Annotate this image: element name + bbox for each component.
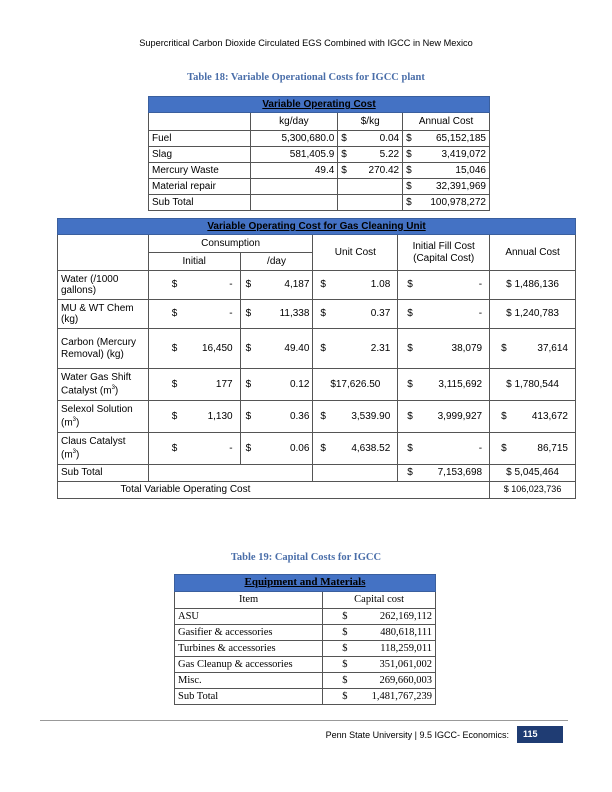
row-label: Turbines & accessories	[175, 641, 323, 657]
row-label: MU & WT Chem (kg)	[58, 300, 149, 329]
table-row	[175, 657, 436, 673]
header-per-day: /day	[240, 253, 313, 271]
cell: $ 49.40	[240, 329, 313, 369]
row-label: Carbon (Mercury Removal) (kg)	[58, 329, 149, 369]
cell: $ 1,486,136	[490, 271, 576, 300]
cell: 581,405.9	[250, 147, 338, 163]
header-item: Item	[175, 592, 323, 609]
cell	[148, 465, 313, 482]
row-label: Total Variable Operating Cost	[58, 482, 313, 499]
table-row	[149, 179, 490, 195]
row-label: Slag	[149, 147, 251, 163]
row-label: Water Gas Shift Catalyst $(m^3)$	[58, 369, 149, 401]
header-unit-cost: Unit Cost	[313, 235, 398, 271]
running-header: Supercritical Carbon Dioxide Circulated EGS Combined with IGCC in New Mexico	[139, 38, 473, 48]
total-row	[58, 482, 576, 499]
cell: $ -	[398, 433, 490, 465]
table-row	[175, 641, 436, 657]
cell: $ 177	[148, 369, 240, 401]
cell: $ 16,450	[148, 329, 240, 369]
cell: $17,626.50	[313, 369, 398, 401]
row-label: Material repair	[149, 179, 251, 195]
table-row	[58, 329, 576, 369]
cell: $ 5,045,464	[490, 465, 576, 482]
row-label: Sub Total	[149, 195, 251, 211]
cell: $ 3,999,927	[398, 401, 490, 433]
cell: $ 4,638.52	[313, 433, 398, 465]
row-label: Sub Total	[175, 689, 323, 705]
cell: 5,300,680.0	[250, 131, 338, 147]
row-label: ASU	[175, 609, 323, 625]
cell: $ 0.12	[240, 369, 313, 401]
header-cell: kg/day	[250, 113, 338, 131]
gas-cleaning-unit-table	[57, 218, 576, 499]
header-annual-cost: Annual Cost	[490, 235, 576, 271]
cell: $ -	[398, 300, 490, 329]
cell: $ 32,391,969	[403, 179, 490, 195]
table-row	[175, 689, 436, 705]
table-row	[58, 433, 576, 465]
table-band: Equipment and Materials	[175, 575, 436, 592]
header-fill-cost: Initial Fill Cost (Capital Cost)	[398, 235, 490, 271]
cell: $ 38,079	[398, 329, 490, 369]
header-cell: $/kg	[338, 113, 403, 131]
table-row	[149, 195, 490, 211]
cell: $ 351,061,002	[323, 657, 436, 673]
cell: $ 3,539.90	[313, 401, 398, 433]
row-label: Mercury Waste	[149, 163, 251, 179]
table-row	[175, 609, 436, 625]
cell	[250, 179, 338, 195]
cell: $ -	[398, 271, 490, 300]
total-value: $ 106,023,736	[490, 482, 576, 499]
page-footer	[326, 726, 563, 743]
header-capital-cost: Capital cost	[323, 592, 436, 609]
cell: $ -	[148, 271, 240, 300]
variable-operating-cost-table	[148, 96, 490, 211]
table-row	[58, 300, 576, 329]
header-consumption: Consumption	[148, 235, 313, 253]
row-label: Misc.	[175, 673, 323, 689]
cell: $ 86,715	[490, 433, 576, 465]
cell: $ 65,152,185	[403, 131, 490, 147]
cell: $ 11,338	[240, 300, 313, 329]
cell: $ 1,481,767,239	[323, 689, 436, 705]
cell: $ 1.08	[313, 271, 398, 300]
cell: $ 7,153,698	[398, 465, 490, 482]
row-label: Gasifier & accessories	[175, 625, 323, 641]
table-row	[149, 163, 490, 179]
footer-text: Penn State University | 9.5 IGCC- Economics:	[325, 729, 509, 740]
cell	[313, 482, 490, 499]
cell: $ 269,660,003	[323, 673, 436, 689]
row-label: Selexol Solution $(m^3)$	[58, 401, 149, 433]
cell: $ 4,187	[240, 271, 313, 300]
cell: $ 118,259,011	[323, 641, 436, 657]
row-label: Sub Total	[58, 465, 149, 482]
cell: $ 413,672	[490, 401, 576, 433]
table-row	[175, 673, 436, 689]
header-initial: Initial	[148, 253, 240, 271]
cell	[250, 195, 338, 211]
cell	[338, 195, 403, 211]
table-row	[58, 369, 576, 401]
row-label: Gas Cleanup & accessories	[175, 657, 323, 673]
table-row	[149, 131, 490, 147]
header-cell	[149, 113, 251, 131]
cell: $ 0.06	[240, 433, 313, 465]
table-row	[175, 625, 436, 641]
footer-divider	[40, 720, 568, 721]
row-label: Claus Catalyst $(m^3)$	[58, 433, 149, 465]
cell: $ 270.42	[338, 163, 403, 179]
cell: $ 0.36	[240, 401, 313, 433]
cell: $ -	[148, 433, 240, 465]
cell: $ 480,618,111	[323, 625, 436, 641]
cell: $ 3,419,072	[403, 147, 490, 163]
cell: 49.4	[250, 163, 338, 179]
cell: $ 3,115,692	[398, 369, 490, 401]
cell: $ 0.37	[313, 300, 398, 329]
cell: $ 1,240,783	[490, 300, 576, 329]
cell: $ 262,169,112	[323, 609, 436, 625]
table-band: Variable Operating Cost	[149, 97, 490, 113]
cell: $ 37,614	[490, 329, 576, 369]
header-cell: Annual Cost	[403, 113, 490, 131]
cell: $ 100,978,272	[403, 195, 490, 211]
table-18-caption: Table 18: Variable Operational Costs for IGCC plant	[187, 72, 425, 83]
table-row	[149, 147, 490, 163]
table-row	[58, 401, 576, 433]
cell	[313, 465, 398, 482]
row-label: Water (/1000 gallons)	[58, 271, 149, 300]
cell: $ 15,046	[403, 163, 490, 179]
table-row	[58, 271, 576, 300]
capital-costs-table	[174, 574, 436, 705]
cell: $ 5.22	[338, 147, 403, 163]
cell: $ 1,130	[148, 401, 240, 433]
subtotal-row	[58, 465, 576, 482]
row-label: Fuel	[149, 131, 251, 147]
cell: $ 0.04	[338, 131, 403, 147]
cell: $ 2.31	[313, 329, 398, 369]
cell: $ -	[148, 300, 240, 329]
table-19-caption: Table 19: Capital Costs for IGCC	[230, 552, 382, 563]
page-number: 115	[517, 726, 563, 743]
cell: $ 1,780,544	[490, 369, 576, 401]
header-cell	[58, 235, 149, 271]
table-band: Variable Operating Cost for Gas Cleaning Unit	[58, 219, 576, 235]
cell	[338, 179, 403, 195]
